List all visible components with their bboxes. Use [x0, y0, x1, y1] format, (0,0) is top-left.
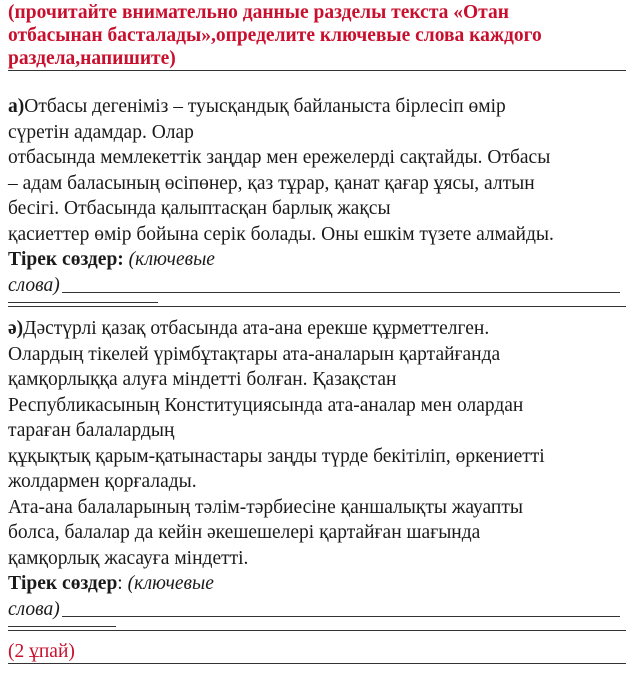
section-b-answer-line[interactable] [8, 597, 626, 623]
divider-short-rule [8, 626, 116, 627]
score-underline [8, 663, 626, 664]
section-b-line-4: Республикасының Конституциясында ата-аналар мен олардан [8, 394, 524, 416]
section-b-label: ә) [8, 318, 24, 339]
keywords-hint-continued: слова) [8, 274, 60, 296]
answer-blank[interactable] [62, 615, 620, 617]
keywords-hint: (ключевые [127, 573, 214, 594]
task-instruction [8, 1, 626, 70]
divider-short-rule [8, 302, 158, 303]
keywords-hint-continued: слова) [8, 598, 60, 620]
section-b-text [8, 316, 626, 571]
section-a-line-2: сүретін адамдар. Олар [8, 121, 194, 143]
section-b-line-9: болса, балалар да кейін әкешешелері қартайған шағында [8, 522, 481, 543]
section-b-line-5: тараған балалардың [8, 420, 175, 441]
section-a-line-5: бесігі. Отбасында қалыптасқан барлық жақсы [8, 198, 391, 219]
section-b-line-7: жолдармен қорғалады. [8, 471, 197, 492]
divider-long-rule [8, 306, 626, 307]
instruction-line-3: раздела,напишите) [8, 48, 176, 69]
section-divider [8, 298, 626, 312]
header-underline [8, 70, 626, 71]
section-b-line-8: Ата-ана балаларының тәлім-тәрбиесіне қаншалықты жауапты [8, 496, 523, 518]
section-a-label: а) [8, 96, 25, 117]
instruction-line-2: отбасынан басталады»,определите ключевые слова каждого [8, 25, 542, 46]
instruction-line-1: (прочитайте внимательно данные разделы текста «Отан [8, 2, 509, 23]
section-b-line-10: қамқорлық жасауға міндетті. [8, 547, 249, 569]
divider-long-rule [8, 630, 626, 631]
section-a-text [8, 94, 626, 247]
section-b-line-2: Олардың тікелей үрімбұтақтары ата-аналарын қартайғанда [8, 343, 501, 365]
section-b-line-1: ә)Дәстүрлі қазақ отбасында ата-ана ерекше құрметтелген. [8, 318, 490, 339]
section-b-line-3: қамқорлыққа алуға міндетті болған. Қазақстан [8, 369, 397, 390]
answer-blank[interactable] [62, 291, 620, 293]
keywords-hint: (ключевые [128, 249, 215, 270]
section-divider [8, 622, 626, 636]
keywords-colon: : [117, 573, 123, 594]
section-a-line-3: отбасында мемлекеттік заңдар мен ережелерді сақтайды. Отбасы [8, 147, 551, 168]
keywords-label: Тірек сөздер [8, 573, 118, 594]
section-b-line-6: құқықтық қарым-қатынастары заңды түрде бекітіліп, өркениетті [8, 445, 545, 467]
section-a-answer-line[interactable] [8, 273, 626, 299]
section-a-line-4: – адам баласының өсіпөнер, қаз тұрар, қанат қағар ұясы, алтын [8, 172, 535, 194]
section-b-keywords-prompt [8, 571, 626, 597]
worksheet [8, 0, 626, 664]
section-a-keywords-prompt [8, 247, 626, 273]
section-a-line-6: қасиеттер өмір бойына серік болады. Оны ешкім түзете алмайды. [8, 223, 554, 245]
section-a-line-1: а)Отбасы дегеніміз – туысқандық байланыста бірлесіп өмір [8, 96, 506, 117]
score-label: (2 ұпай) [8, 641, 75, 662]
keywords-label: Тірек сөздер: [8, 249, 124, 270]
